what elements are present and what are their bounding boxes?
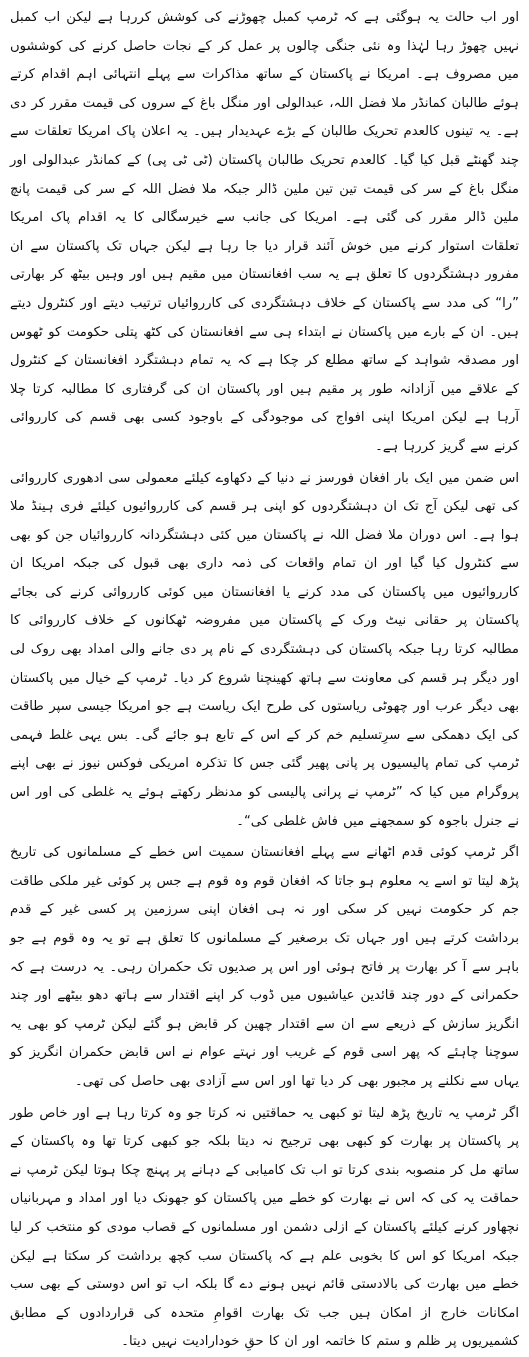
article-paragraph-3: اگر ٹرمپ کوئی قدم اٹھانے سے پہلے افغانستان سمیت اس خطے کے مسلمانوں کی تاریخ پڑھ لیتا تو اسے یہ معلوم ہو جاتا کہ افغان قوم وہ قوم ہے جس پر کوئی غیر ملکی طاقت جم کر حکومت نہیں کر سکی اور نہ ہی افغان اپنی سرزمین پر کسی غیر کے قدم برداشت کرتے ہیں اور جہاں تک برصغیر کے مسلمانوں کا تعلق ہے تو یہ وہ قوم ہے جو باہر سے آ کر بھارت پر فاتح ہوئی اور اس پر صدیوں تک حکمران رہی۔ یہ درست ہے کہ حکمرانی کے دور چند قائدین عیاشیوں میں ڈوب کر اپنے اقتدار سے ہاتھ دھو بیٹھے اور چند انگریز سازش کے ذریعے سے ان سے اقتدار چھین کر قابض ہو گئے لیکن ٹرمپ کو بھی یہ سوچنا چاہئے کہ پھر اسی قوم کے غریب اور نہتے عوام نے اس قابض حکمران انگریز کو یہاں سے نکلنے پر مجبور بھی کر دیا تھا اور اس سے آزادی بھی حاصل کی تھی۔ [10,845,519,1089]
article-paragraph-4: اگر ٹرمپ یہ تاریخ پڑھ لیتا تو کبھی یہ حماقتیں نہ کرتا جو وہ کرتا رہا ہے اور خاص طور پر پاکستان پر بھارت کو کبھی بھی ترجیح نہ دیتا بلکہ جو کبھی کرتا تھا وہ پاکستان کے ساتھ مل کر منصوبہ بندی کرتا تو اب تک کامیابی کے دہانے پر پہنچ چکا ہوتا لیکن ٹرمپ نے حماقت یہ کی کہ اس نے بھارت کو خطے میں پاکستان کو جھونک دیا اور امداد و مہربانیاں نچھاور کرنے کیلئے پاکستان کے ازلی دشمن اور مسلمانوں کے قصاب مودی کو منتخب کر لیا جبکہ امریکا کو اس کا بخوبی علم ہے کہ پاکستان سب کچھ برداشت کر سکتا ہے لیکن خطے میں بھارت کی بالادستی قائم نہیں ہونے دے گا بلکہ اب تو اس دوستی کے بھی سب امکانات خارج از امکان ہیں جب تک بھارت اقوامِ متحدہ کی قراردادوں کے مطابق کشمیریوں پر ظلم و ستم کا خاتمہ اور ان کا حقِ خودارادیت نہیں دیتا۔ [10,1105,519,1350]
article-paragraph-2: اس ضمن میں ایک بار افغان فورسز نے دنیا کے دکھاوے کیلئے معمولی سی ادھوری کارروائی کی تھی لیکن آج تک ان دہشتگردوں کو اپنی ہر قسم کی کارروائیوں کیلئے فری ہینڈ ملا ہوا ہے۔ اس دوران ملا فضل اللہ نے پاکستان میں کئی دہشتگردانہ کارروائیاں جن کو بھی سے کنٹرول کیا گیا اور ان تمام واقعات کی ذمہ داری بھی قبول کی جبکہ امریکا ان کارروائیوں میں پاکستان کی مدد کرنے یا افغانستان میں کوئی کارروائی کرنے کی بجائے پاکستان پر حقانی نیٹ ورک کے پاکستان میں مفروضہ ٹھکانوں کے خلاف کارروائی کا مطالبہ کرتا رہا جبکہ پاکستان کی دہشتگردی کے نام پر دی جانے والی امداد بھی روک لی اور دیگر ہر قسم کی معاونت سے ہاتھ کھینچنا شروع کر دیا۔ ٹرمپ کے خیال میں پاکستان بھی دیگر عرب اور چھوٹی ریاستوں کی طرح ایک ریاست ہے جو امریکا جیسی سپر طاقت کی ایک دھمکی سے سرِتسلیم خم کر کے اس کے تابع ہو جائے گی۔ بس یہی غلط فہمی ٹرمپ کی تمام پالیسیوں پر پانی پھیر گئی جس کا تذکرہ امریکی فوکس نیوز نے بھی اپنے پروگرام میں کیا کہ ”ٹرمپ نے پرانی پالیسی کو مدنظر رکھتے ہوئے یہ غلطی کی اور اس نے جنرل باجوہ کو سمجھنے میں فاش غلطی کی“۔ [10,470,519,829]
article-paragraph-1: اور اب حالت یہ ہوگئی ہے کہ ٹرمپ کمبل چھوڑنے کی کوشش کررہا ہے لیکن اب کمبل نہیں چھوڑ رہا لہٰذا وہ نئی جنگی چالوں پر عمل کر کے نجات حاصل کرنے کی کوششوں میں مصروف ہے۔ امریکا نے پاکستان کے ساتھ مذاکرات سے پہلے انتہائی اہم اقدام کرتے ہوئے طالبان کمانڈر ملا فضل اللہ، عبدالولی اور منگل باغ کے سروں کی قیمت مقرر کر دی ہے۔ یہ تینوں کالعدم تحریک طالبان کے بڑے عہدیدار ہیں۔ یہ اعلان پاک امریکا تعلقات سے چند گھنٹے قبل کیا گیا۔ کالعدم تحریک طالبان پاکستان (ٹی ٹی پی) کے کمانڈر عبدالولی اور منگل باغ کے سر کی قیمت تین تین ملین ڈالر جبکہ ملا فضل اللہ کے سر کی قیمت پانچ ملین ڈالر مقرر کی گئی ہے۔ امریکا کی جانب سے خیرسگالی کا یہ اقدام پاک امریکا تعلقات استوار کرنے میں خوش آئند قرار دیا جا رہا ہے لیکن جہاں تک پاکستان سے ان مفرور دہشتگردوں کا تعلق ہے یہ سب افغانستان میں مقیم ہیں اور وہیں بیٹھ کر بھارتی ”را“ کی مدد سے پاکستان کے خلاف دہشتگردی کی کارروائیاں ترتیب دیتے اور کنٹرول دیتے ہیں۔ ان کے بارے میں پاکستان نے ابتداء ہی سے افغانستان کی کٹھ پتلی حکومت کو ٹھوس اور مصدقہ شواہد کے ساتھ مطلع کر چکا ہے کہ یہ تمام دہشتگرد افغانستان کے کنٹرول کے علاقے میں آزادانہ طور پر مقیم ہیں اور پاکستان ان کی گرفتاری کا مطالبہ کرتا چلا آرہا ہے لیکن امریکا اپنی افواج کی موجودگی کے باوجود کسی بھی قسم کی کارروائی کرنے سے گریز کررہا ہے۔ [10,10,519,454]
